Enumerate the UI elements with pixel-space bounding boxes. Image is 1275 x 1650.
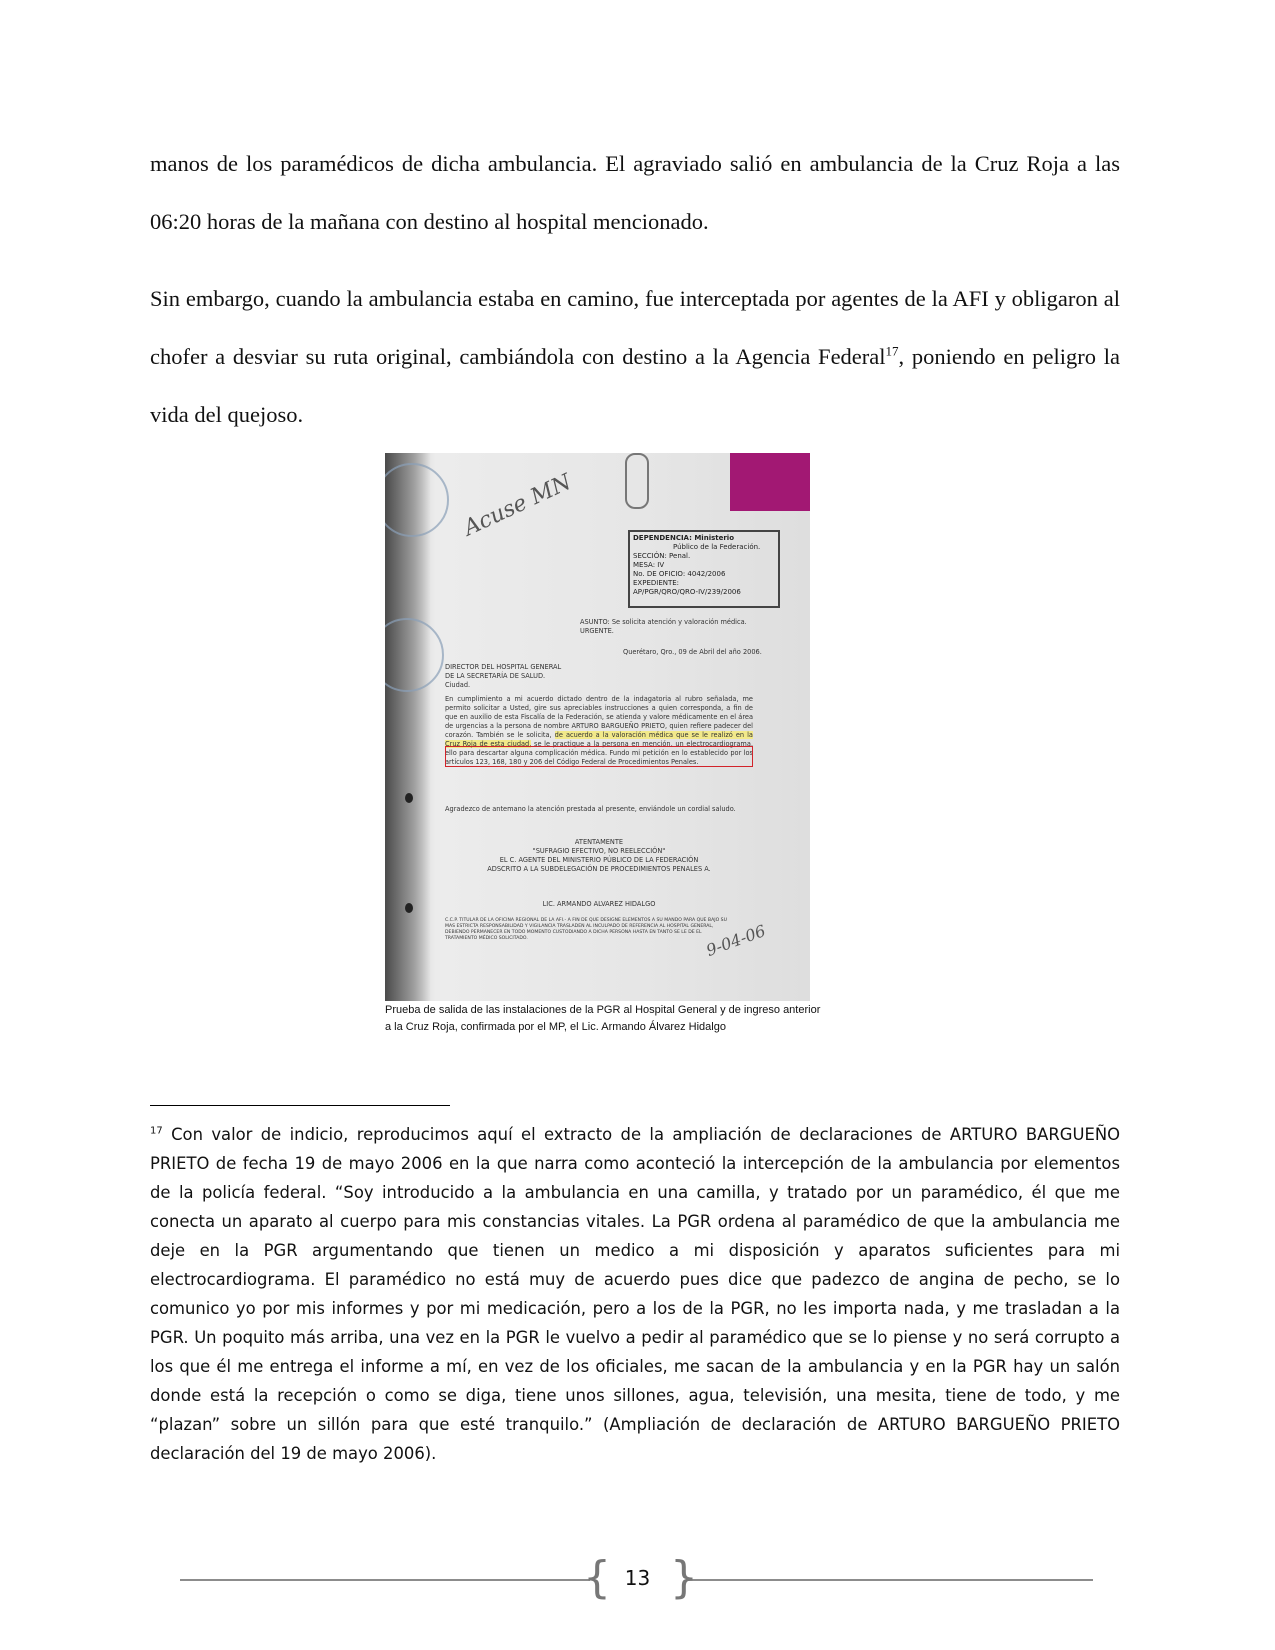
box-line: DEPENDENCIA: Ministerio: [633, 534, 735, 542]
scan-place-date: Querétaro, Qro., 09 de Abril del año 2006.: [623, 648, 762, 656]
body-paragraph: manos de los paramédicos de dicha ambulancia. El agraviado salió en ambulancia de la Cruz Roja a las 06:20 horas de la mañana con destino al hospital mencionado.: [150, 151, 1120, 234]
scan-addressee: [445, 663, 645, 690]
paragraph-text: , poniendo en peligro la vida del quejoso.: [150, 344, 1120, 427]
addressee-line: DIRECTOR DEL HOSPITAL GENERAL: [445, 663, 562, 671]
handwritten-note: Acuse MN: [460, 469, 576, 542]
footer-rule: [180, 1579, 590, 1581]
paperclip: [625, 453, 649, 509]
scan-subject: ASUNTO: Se solicita atención y valoración médica. URGENTE.: [580, 618, 747, 635]
scan-highlighted-text: de acuerdo a la valoración médica que se le realizó en la Cruz Roja de esta ciudad,: [445, 731, 753, 748]
closing-line: ATENTAMENTE: [574, 838, 624, 846]
addressee-line: Ciudad.: [445, 681, 471, 689]
box-line: No. DE OFICIO: 4042/2006: [633, 570, 726, 578]
magenta-tab: [730, 453, 810, 511]
stamp-seal: [385, 463, 449, 537]
box-line: AP/PGR/QRO/QRO-IV/239/2006: [633, 588, 741, 596]
closing-line: "SUFRAGIO EFECTIVO, NO REELECCIÓN": [532, 847, 666, 855]
box-line: SECCIÓN: Penal.: [633, 552, 691, 560]
stamp-seal: [385, 618, 444, 692]
scan-body-text: En cumplimiento a mi acuerdo dictado dentro de la indagatoria al rubro señalada, me permito solicitar a Usted, gire sus apreciables instrucciones a quien corresponda, a fin de que en auxilio de esta Fiscalía de la Federación, se atienda y valore médicamente en el área de urgencias a la persona de nombre ARTURO BARGUEÑO PRIETO, quien refiere padecer del corazón. También se le solicita,: [445, 695, 753, 739]
punch-hole: [405, 793, 413, 803]
footnote-text: Con valor de indicio, reproducimos aquí el extracto de la ampliación de declaraciones de ARTURO BARGUEÑO PRIETO de fecha 19 de mayo 2006 en la que narra como aconteció la intercepción de la ambulancia por elementos de la policía federal. “Soy introducido a la ambulancia en una camilla, y tratado por un paramédico, él que me conecta un aparato al cuerpo para mis constancias vitales. La PGR ordena al paramédico de que la ambulancia me deje en la PGR argumentando que tienen un medico a mi disposición y aparatos suficientes para mi electrocardiograma. El paramédico no está muy de acuerdo pues dice que padezco de angina de pecho, se lo comunico yo por mis informes y por mi medicación, pero a los de la PGR, no les importa nada, y me trasladan a la PGR. Un poquito más arriba, una vez en la PGR le vuelvo a pedir al paramédico que se lo piense y no será corrupto a los que él me entrega el informe a mí, en vez de los oficiales, me sacan de la ambulancia y en la PGR hay un salón donde está la recepción o como se diga, tiene unos sillones, agua, televisión, una mesita, tiene de todo, y me “plazan” sobre un sillón para que esté tranquilo.” (Ampliación de declaración de ARTURO BARGUEÑO PRIETO declaración del 19 de mayo 2006).: [150, 1125, 1120, 1463]
box-line: EXPEDIENTE:: [633, 579, 680, 587]
page-number: 13: [624, 1566, 651, 1590]
closing-line: EL C. AGENTE DEL MINISTERIO PÚBLICO DE LA FEDERACIÓN: [499, 856, 699, 864]
footnote-number: 17: [150, 1125, 163, 1137]
addressee-line: DE LA SECRETARÍA DE SALUD.: [445, 672, 546, 680]
scan-signer: LIC. ARMANDO ALVAREZ HIDALGO: [542, 900, 656, 908]
footnote: [150, 1120, 1120, 1468]
scanned-document-image: [385, 453, 810, 1001]
scan-body-text: se le practique a la persona en mención, un electrocardiograma, ello para descartar alguna complicación médica. Fundo mi petición en lo establecido por los artículos 123, 168, 180 y 206 del Código Federal de Procedimientos Penales.: [445, 740, 753, 766]
image-caption: Prueba de salida de las instalaciones de la PGR al Hospital General y de ingreso anterior a la Cruz Roja, confirmada por el MP, el Lic. Armando Álvarez Hidalgo: [385, 1004, 821, 1033]
footer-rule: [688, 1579, 1093, 1581]
footnote-reference[interactable]: 17: [885, 343, 899, 359]
footer-bracket-right: }: [670, 1552, 698, 1603]
handwritten-date: 9-04-06: [703, 921, 769, 960]
box-line: MESA: IV: [633, 561, 665, 569]
punch-hole: [405, 903, 413, 913]
footnote-separator: [150, 1105, 450, 1106]
scan-thanks: Agradezco de antemano la atención prestada al presente, enviándole un cordial saludo.: [445, 805, 736, 813]
closing-line: ADSCRITO A LA SUBDELEGACIÓN DE PROCEDIMIENTOS PENALES A.: [487, 865, 711, 873]
box-line: Público de la Federación.: [673, 543, 761, 551]
header-box: [628, 530, 780, 608]
scan-ccp: C.C.P. TITULAR DE LA OFICINA REGIONAL DE LA AFI.- A FIN DE QUE DESIGNE ELEMENTOS A SU MANDO PARA QUE BAJO SU MAS ESTRICTA RESPONSABILIDAD Y VIGILANCIA TRASLADEN AL INCULPADO DE REFERENCIA AL HOSPITAL GENERAL, DEBIENDO PERMANECER EN TODO MOMENTO CUSTODIANDO A DICHA PERSONA HASTA EN TANTO SE LE DE EL TRATAMIENTO MÉDICO SOLICITADO.: [445, 918, 727, 941]
scan-closing: [445, 838, 753, 874]
footer-bracket-left: {: [583, 1552, 611, 1603]
paragraph-text: Sin embargo, cuando la ambulancia estaba en camino, fue interceptada por agentes de la AFI y obligaron al chofer a desviar su ruta original, cambiándola con destino a la Agencia Federal: [150, 286, 1120, 369]
highlight-box: [445, 746, 753, 767]
body-paragraph: [150, 270, 1120, 444]
